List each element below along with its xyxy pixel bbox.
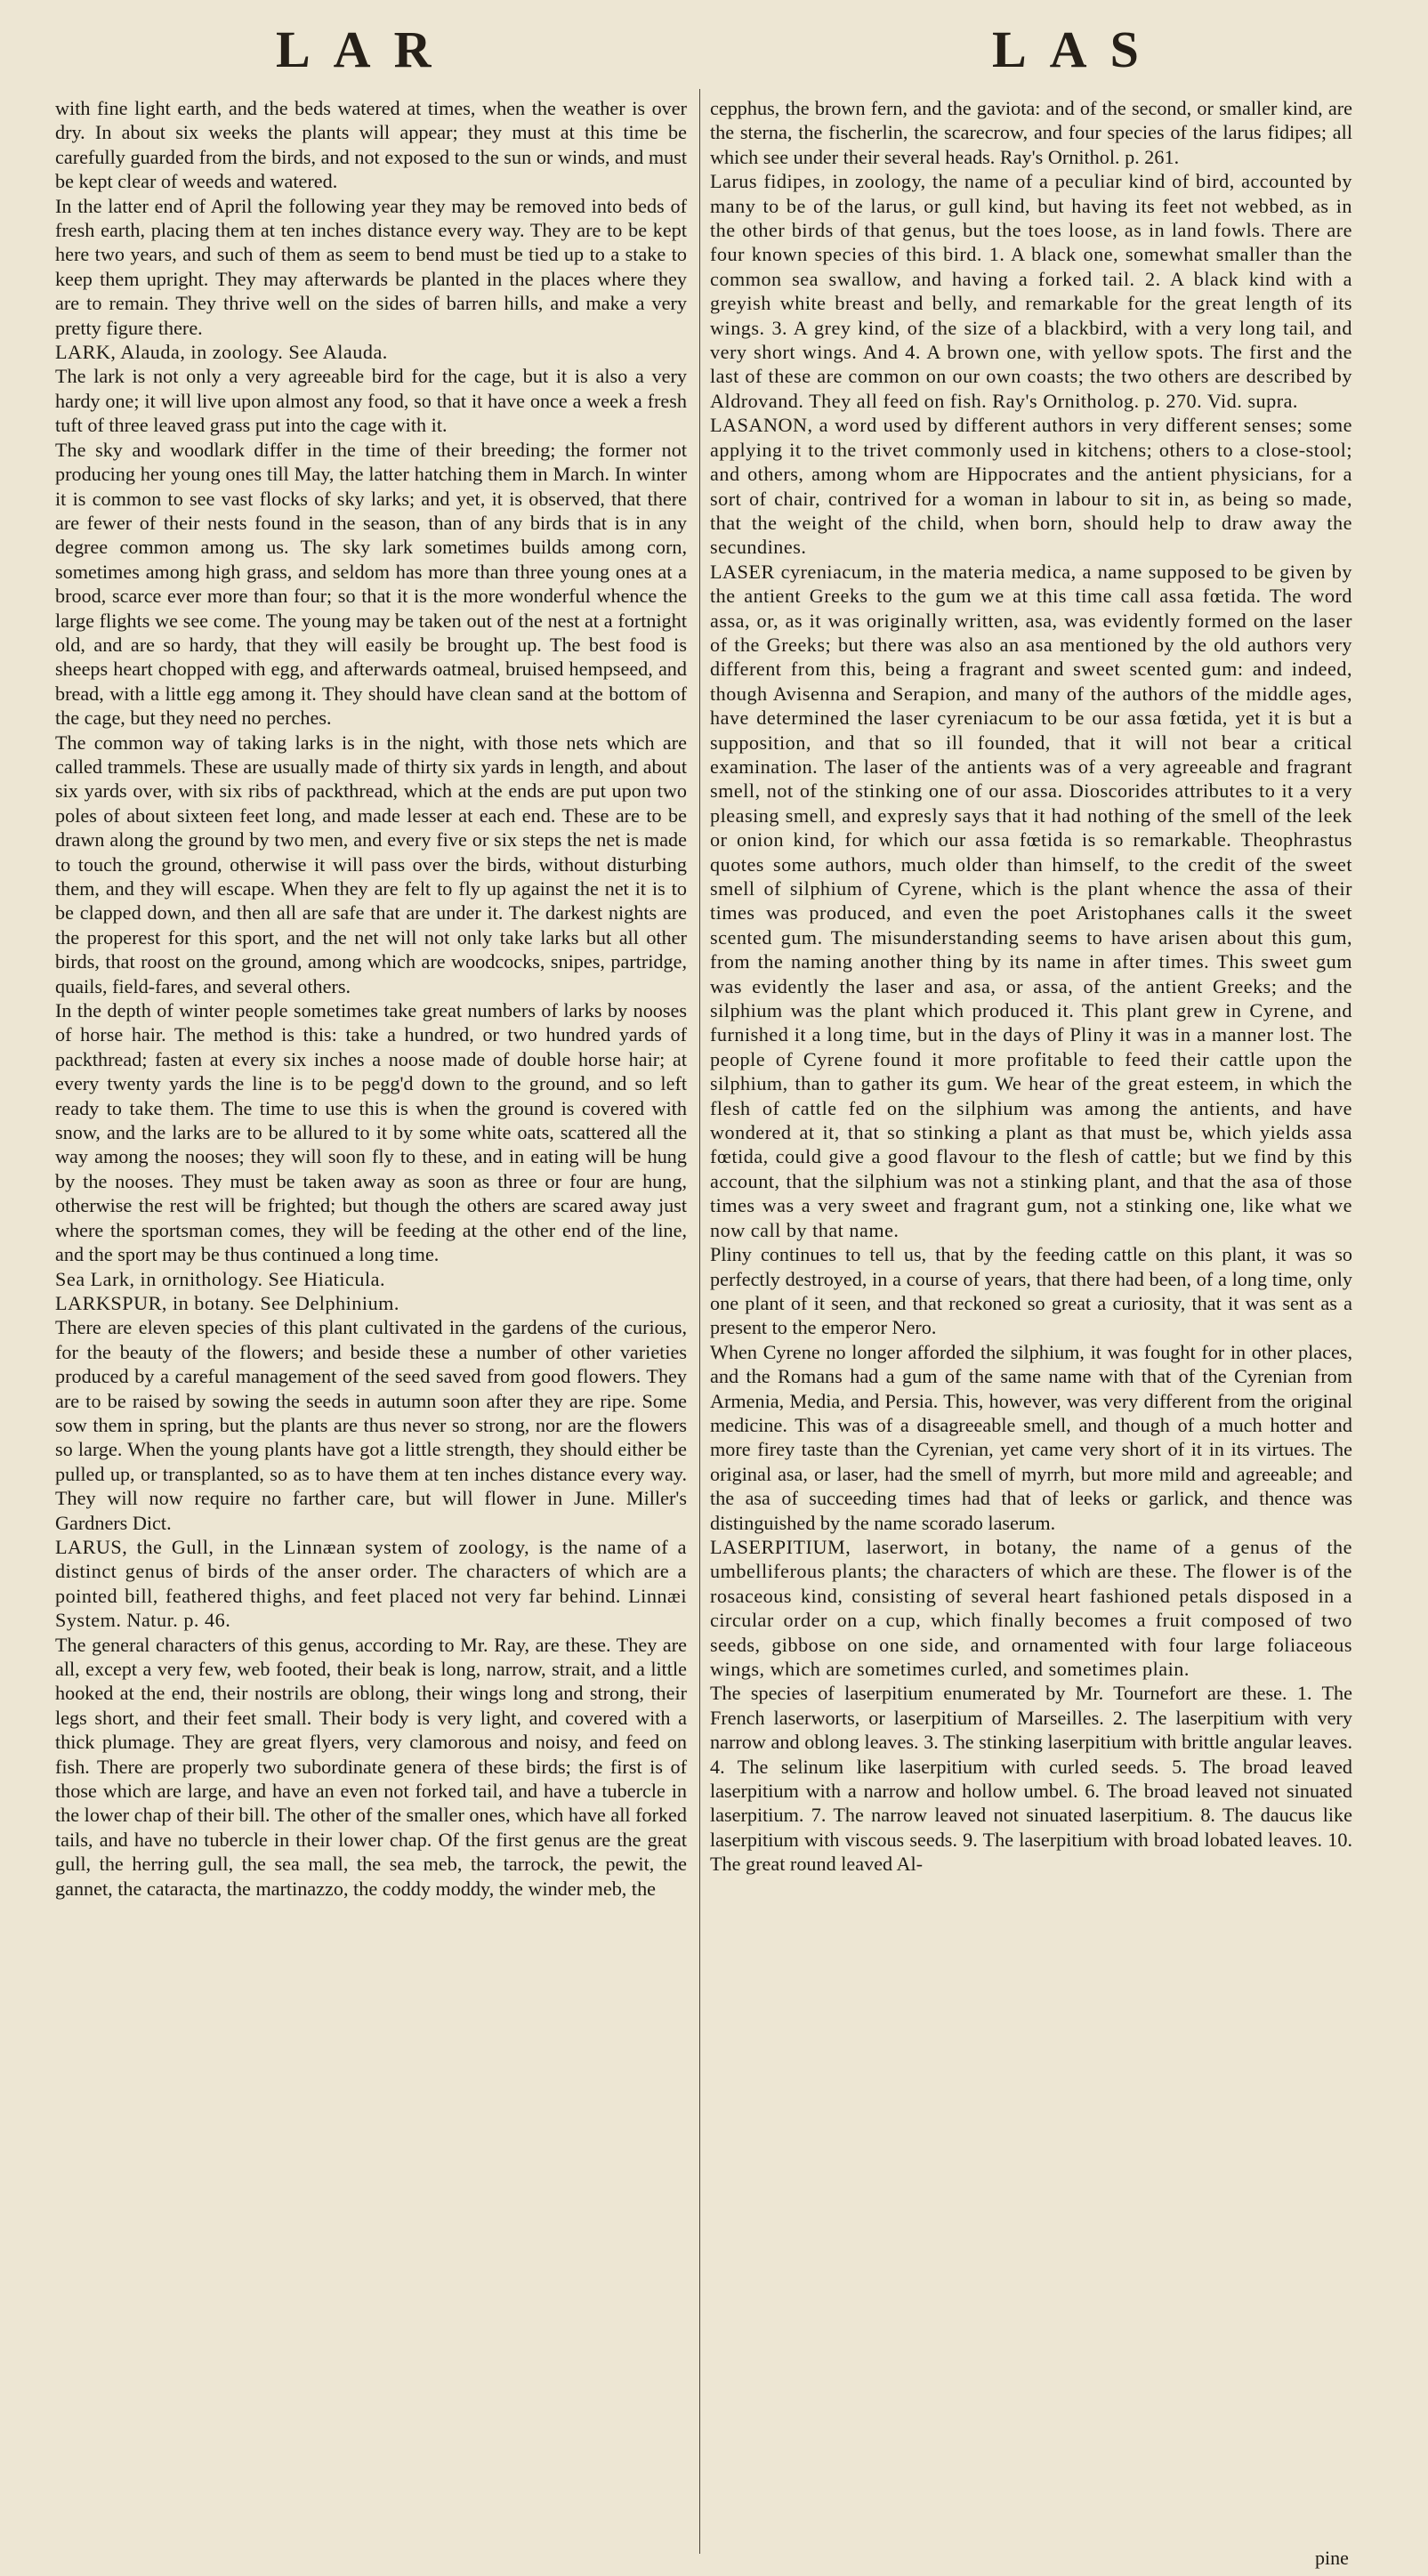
entry-lark: LARK, Alauda, in zoology. See Alauda. (55, 341, 388, 364)
entry-lasanon: LASANON, a word used by different authors in very different senses; some applying it to the trivet commonly used in kitchens; others to a close-stool; and others, among whom are Hippocrates and the antient physicians, for a sort of chair, contrived for a woman in labour to sit in, as being so made, that the weight of the child, when born, should help to draw away the secundines. (710, 414, 1352, 559)
left-column (55, 96, 687, 1901)
paragraph: In the depth of winter people sometimes take great numbers of larks by nooses of horse hair. The method is this: take a hundred, or two hundred yards of packthread; fasten at every six inches a noose made of double horse hair; at every twenty yards the line is to be pegg'd down to the ground, and so left ready to take them. The time to use this is when the ground is covered with snow, and the larks are to be allured to it by some white oats, scattered all the way among the nooses; they will soon fly to these, and in eating will be hung by the nooses. They must be taken away as soon as three or four are hung, otherwise the rest will be frighted; but though the others are scared away just where the sportsman comes, they will be feeding at the other end of the line, and the sport may be thus continued a long time. (55, 999, 687, 1266)
running-head-right: LAS (992, 20, 1162, 78)
paragraph: The sky and woodlark differ in the time of their breeding; the former not producing her young ones till May, the latter hatching them in March. In winter it is common to see vast flocks of sky larks; and yet, it is observed, that there are fewer of their nests found in the season, than of any birds that is in any degree common among us. The sky lark sometimes builds among corn, sometimes among high grass, and seldom has more than three young ones at a brood, scarce ever more than four; so that it is the more wonderful whence the large flights we see come. The young may be taken out of the nest at a fortnight old, and are so hardy, that they will easily be brought up. The best food is sheeps heart chopped with egg, and afterwards oatmeal, bruised hempseed, and bread, with a little egg among it. They should have clean sand at the bottom of the cage, but they need no perches. (55, 438, 687, 730)
paragraph: with fine light earth, and the beds watered at times, when the weather is over dry. In about six weeks the plants will appear; they must at this time be carefully guarded from the birds, and not exposed to the sun or winds, and must be kept clear of weeds and watered. (55, 97, 687, 193)
entry-larkspur: LARKSPUR, in botany. See Delphinium. (55, 1291, 399, 1314)
running-head-left: LAR (276, 20, 455, 78)
paragraph: The general characters of this genus, according to Mr. Ray, are these. They are all, except a very few, web footed, their beak is long, narrow, strait, and a little hooked at the end, their nostrils are oblong, their wings long and strong, their legs short, and their feet small. Their body is very light, and covered with a thick plumage. They are great flyers, very clamorous and noisy, and feed on fish. There are properly two subordinate genera of these birds; the first is of those which are large, and have an even not forked tail, and have a tubercle in the lower chap of their bill. The other of the smaller ones, which have all forked tails, and have no tubercle in their lower chap. Of the first genus are the great gull, the herring gull, the sea mall, the sea meb, the tarrock, the pewit, the gannet, the cataracta, the martinazzo, the coddy moddy, the winder meb, the (55, 1633, 687, 1900)
entry-laserpitium: LASERPITIUM, laserwort, in botany, the name of a genus of the umbelliferous plants; the characters of which are these. The flower is of the rosaceous kind, consisting of several heart fashioned petals disposed in a circular order on a cup, which finally becomes a fruit composed of two seeds, gibbose on one side, and ornamented with four large foliaceous wings, which are sometimes curled, and sometimes plain. (710, 1535, 1352, 1680)
paragraph: The common way of taking larks is in the night, with those nets which are called trammels. These are usually made of thirty six yards in length, and about six yards over, with six ribs of packthread, which at the ends are put upon two poles of about sixteen feet long, and made lesser at each end. These are to be drawn along the ground by two men, and every five or six steps the net is made to touch the ground, otherwise it will pass over the birds, without disturbing them, and they will escape. When they are felt to fly up against the net it is to be clapped down, and then all are safe that are under it. The darkest nights are the properest for this sport, and the net will not only take larks but all other birds, that roost on the ground, among which are woodcocks, snipes, partridge, quails, field-fares, and several others. (55, 731, 687, 997)
entry-larus-fidipes: Larus fidipes, in zoology, the name of a peculiar kind of bird, accounted by many to be of the larus, or gull kind, but having its feet not webbed, as in the other birds of that genus, but the toes loose, as in land fowls. There are four known species of this bird. 1. A black one, somewhat smaller than the common sea swallow, and having a forked tail. 2. A black kind with a greyish white breast and belly, and remarkable for the great length of its wings. 3. A grey kind, of the size of a blackbird, with a very long tail, and very short wings. And 4. A brown one, with yellow spots. The first and the last of these are common on our own coasts; the two others are described by Aldrovand. They all feed on fish. Ray's Ornitholog. p. 270. Vid. supra. (710, 170, 1352, 412)
entry-larus: LARUS, the Gull, in the Linnæan system of zoology, is the name of a distinct genus of birds of the anser order. The characters of which are a pointed bill, feathered thighs, and feet placed not very far behind. Linnæi System. Natur. p. 46. (55, 1535, 687, 1632)
paragraph: When Cyrene no longer afforded the silphium, it was fought for in other places, and the Romans had a gum of the same name with that of the Cyrenian from Armenia, Media, and Persia. This, however, was very different from the original medicine. This was of a disagreeable smell, and though of a much hotter and more firey taste than the Cyrenian, yet came very short of it in its virtues. The original asa, or laser, had the smell of myrrh, but more mild and agreeable; and the asa of succeeding times had that of leeks or garlick, and thence was distinguished by the name scorado laserum. (710, 1340, 1352, 1534)
paragraph: There are eleven species of this plant cultivated in the gardens of the curious, for the beauty of the flowers; and beside these a number of other varieties produced by a careful management of the seed saved from good flowers. They are to be raised by sowing the seeds in autumn soon after they are ripe. Some sow them in spring, but the plants are thus never so strong, nor are the flowers so large. When the young plants have got a little strength, they should either be pulled up, or transplanted, so as to have them at ten inches distance every way. They will now require no farther care, but will flower in June. Miller's Gardners Dict. (55, 1316, 687, 1534)
catchword: pine (1315, 2547, 1349, 2569)
paragraph: The lark is not only a very agreeable bird for the cage, but it is also a very hardy one; it will live upon almost any food, so that it have once a week a fresh tuft of three leaved grass put into the cage with it. (55, 365, 687, 437)
paragraph: In the latter end of April the following year they may be removed into beds of fresh earth, placing them at ten inches distance every way. They are to be kept here two years, and such of them as seem to bend must be tied up to a stake to keep them upright. They may afterwards be planted in the places where they are to remain. They thrive well on the sides of barren hills, and make a very pretty figure there. (55, 194, 687, 339)
entry-laser: LASER cyreniacum, in the materia medica, a name supposed to be given by the antient Greeks to the gum we at this time call assa fœtida. The word assa, or, as it was originally written, asa, was evidently formed on the laser of the Greeks; but there was also an asa mentioned by the old authors very different from this, being a fragrant and sweet scented gum: and indeed, though Avisenna and Serapion, and many of the authors of the middle ages, have determined the laser cyreniacum to be our assa fœtida, yet it is but a supposition, and that so ill founded, that it will not bear a critical examination. The laser of the antients was of a very agreeable and fragrant smell, not of the stinking one of our assa. Dioscorides attributes to it a very pleasing smell, and expresly says that it had nothing of the smell of the leek or onion kind, for which our assa fœtida is so remarkable. Theophrastus quotes some authors, much older than himself, to the credit of the sweet smell of silphium of Cyrene, which is the plant whence the assa of their times was produced, and even the poet Aristophanes calls it the sweet scented gum. The misunderstanding seems to have arisen about this gum, from the naming another thing by its name in after times. This sweet gum was evidently the laser and asa, or assa, of the antient Greeks; and the silphium was the plant which produced it. This plant grew in Cyrene, and furnished it a long time, but in the days of Pliny it was in a manner lost. The people of Cyrene found it more profitable to feed their cattle upon the silphium, than to gather its gum. We hear of the great esteem, in which the flesh of cattle fed on the silphium was among the antients, and have wondered at it, that so stinking a plant as that must be, which yields assa fœtida, could give a good flavour to the flesh of cattle; but we find by this account, that the silphium was not a stinking plant, and that the asa of those times was a very sweet and fragrant gum, not a stinking one, like what we now call by that name. (710, 560, 1352, 1241)
entry-sea-lark: Sea Lark, in ornithology. See Hiaticula. (55, 1267, 386, 1290)
paragraph: The species of laserpitium enumerated by Mr. Tournefort are these. 1. The French laserworts, or laserpitium of Marseilles. 2. The laserpitium with very narrow and oblong leaves. 3. The stinking laserpitium with brittle angular leaves. 4. The selinum like laserpitium with curled seeds. 5. The broad leaved laserpitium with a narrow and hollow umbel. 6. The broad leaved not sinuated laserpitium. 7. The narrow leaved not sinuated laserpitium. 8. The daucus like laserpitium with viscous seeds. 9. The laserpitium with broad lobated leaves. 10. The great round leaved Al- (710, 1682, 1352, 1876)
paragraph: cepphus, the brown fern, and the gaviota: and of the second, or smaller kind, are the sterna, the fischerlin, the scarecrow, and four species of the larus fidipes; all which see under their several heads. Ray's Ornithol. p. 261. (710, 97, 1352, 168)
paragraph: Pliny continues to tell us, that by the feeding cattle on this plant, it was so perfectly destroyed, in a course of years, that there had been, of a long time, only one plant of it seen, and that reckoned so great a curiosity, that it was sent as a present to the emperor Nero. (710, 1243, 1352, 1339)
column-divider (699, 89, 700, 2554)
right-column (710, 96, 1352, 1877)
